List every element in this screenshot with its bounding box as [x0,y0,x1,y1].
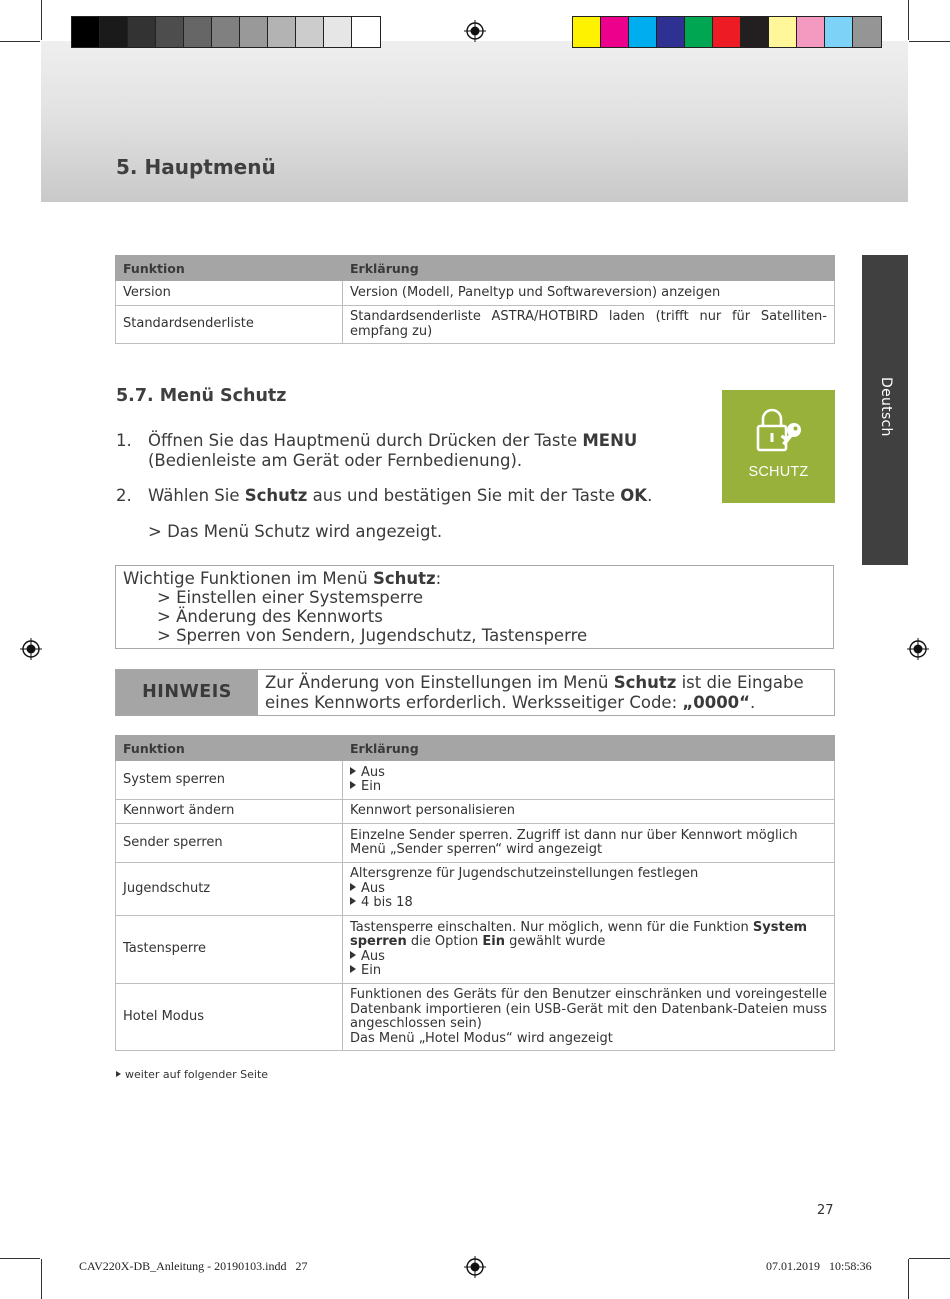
color-swatch [601,17,629,47]
triangle-bullet-icon [350,767,356,775]
triangle-bullet-icon [350,897,356,905]
info-list-item: > Einstellen einer Systemsperre [157,588,423,607]
option-value: Aus [361,948,385,964]
explanation-text: Tastensperre einschalten. Nur möglich, wenn für die Funktion [350,919,753,935]
table-header-row [116,256,835,281]
explanation-cell [343,824,835,863]
table-row [116,916,835,984]
explanation-line: Altersgrenze für Jugendschutzeinstellungen festlegen [350,866,699,882]
crop-mark [0,1258,40,1259]
registration-mark-icon [20,638,42,660]
crop-mark [908,1259,909,1299]
note-bold: Schutz [613,673,677,692]
key-name: OK [620,486,648,505]
registration-mark-icon [907,638,929,660]
color-swatch [797,17,825,47]
info-title-bold: Schutz [372,569,436,588]
table-row [116,761,835,800]
key-name: MENU [582,431,638,450]
option-value: Aus [361,764,385,780]
note-text: Zur Änderung von Einstellungen im Menü [265,673,614,692]
crop-mark [909,41,950,42]
crop-mark [41,0,42,40]
triangle-bullet-icon [350,781,356,789]
function-cell: Jugendschutz [116,863,343,916]
schutz-menu-icon-tile [722,390,835,503]
schutz-icon-label: SCHUTZ [748,464,809,480]
explanation-bold: System sperren [350,919,808,949]
language-side-tab [862,255,908,565]
color-swatch [352,17,380,47]
option-value: Ein [361,963,382,978]
step-text: . [647,486,653,505]
function-cell: Sender sperren [116,824,343,863]
registration-mark-icon [464,1256,486,1278]
triangle-bullet-icon [350,883,356,891]
lock-key-icon [755,407,805,455]
column-header: Funktion [116,256,343,281]
explanation-line: Einzelne Sender sperren. Zugriff ist dann nur über Kennwort möglich [350,827,798,843]
color-swatch [853,17,881,47]
table-row [116,863,835,916]
menu-name: Schutz [244,486,308,505]
color-swatch [629,17,657,47]
color-swatch [296,17,324,47]
step-number: 1. [116,431,132,450]
table-row [116,984,835,1051]
option-value: 4 bis 18 [361,895,413,911]
step-result [148,522,442,542]
color-swatch [741,17,769,47]
page-title: 5. Hauptmenü [116,155,276,179]
crop-mark [0,41,40,42]
color-swatch [72,17,100,47]
table-row [116,281,835,306]
color-swatch [128,17,156,47]
explanation-cell [343,916,835,984]
function-table [115,255,835,344]
side-tab-label: Deutsch [878,377,894,437]
function-cell: Version [116,281,343,306]
column-header: Funktion [116,736,343,761]
footer-file-info: CAV220X-DB_Anleitung - 20190103.indd 27 [79,1259,308,1273]
function-cell: Tastensperre [116,916,343,984]
section-heading: 5.7. Menü Schutz [116,386,287,406]
triangle-bullet-icon [116,1071,121,1077]
color-swatch [212,17,240,47]
hinweis-text [265,673,835,712]
explanation-paragraph: Funktionen des Geräts für den Benutzer einschränken und voreingestelle Datenbank importieren (ein USB-Gerät mit den Datenbank-Dateien muss angeschlossen sein) [350,987,827,1031]
function-cell: Kennwort ändern [116,800,343,824]
color-swatch [573,17,601,47]
crop-mark [908,0,909,40]
function-cell: Standardsenderliste [116,306,343,344]
triangle-bullet-icon [350,951,356,959]
important-functions-box [115,565,834,649]
step-text: aus und bestätigen Sie mit der Taste [307,486,621,505]
explanation-cell [343,863,835,916]
column-header: Erklärung [343,736,835,761]
explanation-cell: Version (Modell, Paneltyp und Softwareversion) anzeigen [343,281,835,306]
result-text: > Das Menü Schutz wird angezeigt. [148,522,443,541]
color-swatch [156,17,184,47]
step-number: 2. [116,486,132,505]
hinweis-note [115,669,835,716]
info-list-item: > Sperren von Sendern, Jugendschutz, Tastensperre [157,626,588,645]
crop-mark [909,1258,950,1259]
function-cell: System sperren [116,761,343,800]
process-color-bar [572,16,882,48]
crop-mark [41,1259,42,1299]
explanation-text: gewählt wurde [505,934,606,949]
step-text: Wählen Sie [148,486,245,505]
color-swatch [240,17,268,47]
continued-text: weiter auf folgender Seite [125,1068,269,1081]
hinweis-label: HINWEIS [116,670,258,715]
step-text: (Bedienleiste am Gerät oder Fernbedienung). [148,451,523,470]
explanation-cell: Kennwort personalisieren [343,800,835,824]
factory-code: „0000“ [682,692,751,712]
table-row [116,306,835,344]
triangle-bullet-icon [350,965,356,973]
color-swatch [100,17,128,47]
table-header-row [116,736,835,761]
note-text: . [750,692,756,712]
option-value: Aus [361,880,385,896]
info-list-item: > Änderung des Kennworts [157,607,383,626]
info-box-title [123,569,441,588]
continued-note [116,1068,268,1081]
explanation-text: die Option [406,934,483,949]
color-swatch [713,17,741,47]
explanation-line: Das Menü „Hotel Modus“ wird angezeigt [350,1030,613,1046]
color-swatch [324,17,352,47]
explanation-cell: Standardsenderliste ASTRA/HOTBIRD laden (trifft nur für Satelliten-empfang zu) [343,306,835,344]
gray-color-bar [71,16,381,48]
explanation-cell [343,984,835,1051]
note-text: ist die Eingabe [676,673,804,692]
schutz-function-table [115,735,835,1051]
step-text: Öffnen Sie das Hauptmenü durch Drücken der Taste [148,431,583,450]
info-title-text: : [435,569,442,588]
table-row [116,800,835,824]
registration-mark-icon [464,20,486,42]
color-swatch [657,17,685,47]
color-swatch [685,17,713,47]
explanation-cell [343,761,835,800]
info-title-text: Wichtige Funktionen im Menü [123,569,373,588]
color-swatch [184,17,212,47]
explanation-line: Menü „Sender sperren“ wird angezeigt [350,842,603,857]
note-text: eines Kennworts erforderlich. Werksseitiger Code: [265,692,683,712]
option-value: Ein [361,779,382,794]
footer-timestamp: 07.01.2019 10:58:36 [766,1259,872,1273]
color-swatch [825,17,853,47]
page-number: 27 [817,1203,834,1218]
color-swatch [268,17,296,47]
explanation-bold: Ein [482,934,506,949]
color-swatch [769,17,797,47]
table-row [116,824,835,863]
column-header: Erklärung [343,256,835,281]
function-cell: Hotel Modus [116,984,343,1051]
